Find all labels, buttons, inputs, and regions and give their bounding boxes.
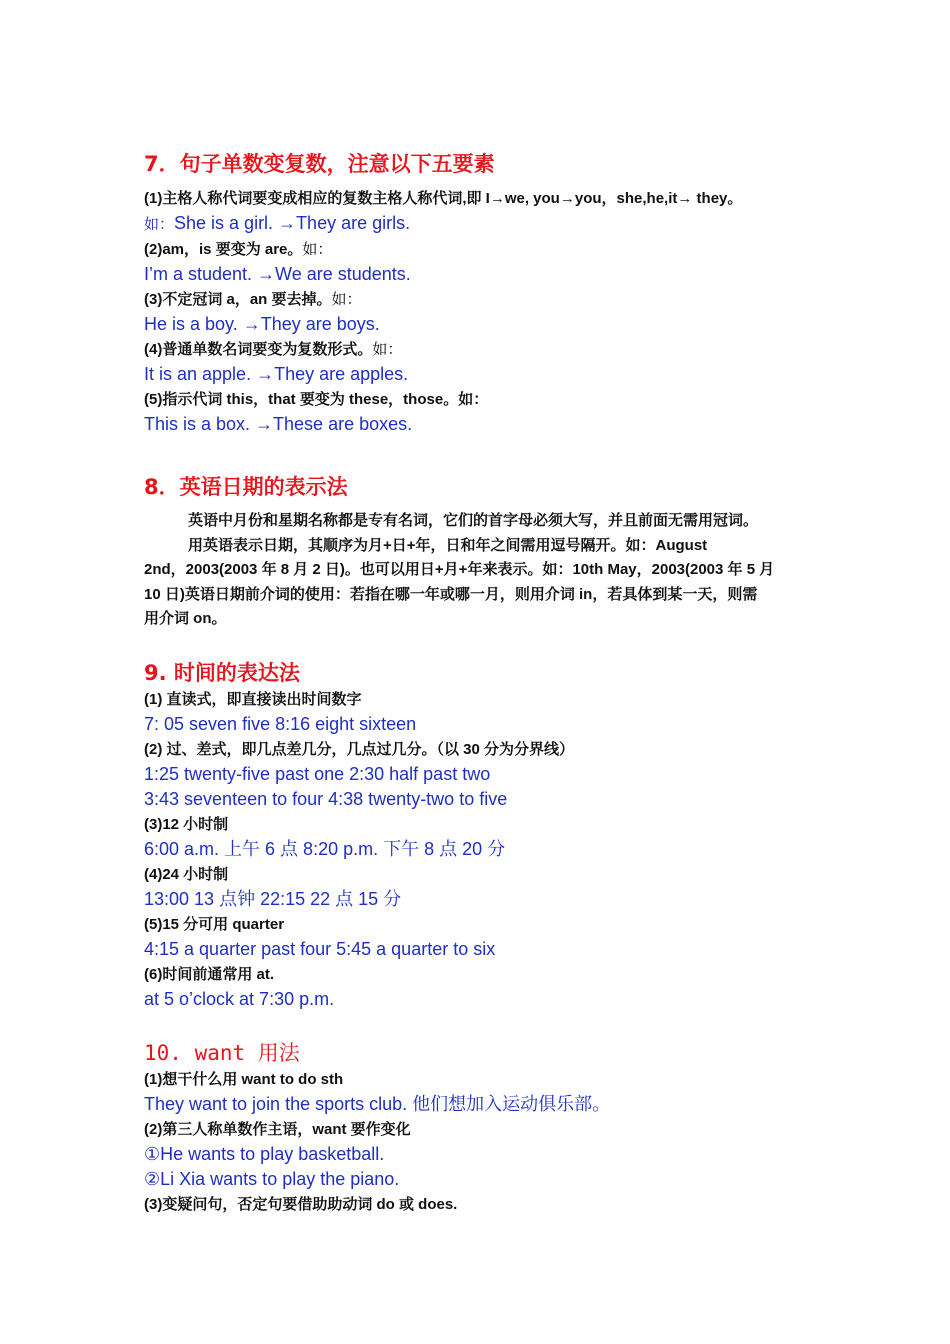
example-7-5: This is a box. →These are boxes. — [144, 414, 413, 434]
rule-7-3 — [144, 287, 824, 312]
rule-9-2: (2) 过、差式，即几点差几分，几点过几分。（以 30 分为分界线） — [144, 740, 575, 758]
example-7-3: He is a boy. →They are boys. — [144, 314, 380, 334]
section-8-title: 8．英语日期的表示法 — [144, 475, 348, 499]
rule-7-1: (1)主格人称代词要变成相应的复数主格人称代词,即 I→we, you→you，she,he,it→ they。 — [144, 190, 743, 207]
paragraph-8-line-5: 用介词 on。 — [144, 610, 227, 628]
rule-7-2 — [144, 237, 824, 262]
section-9-title: 9. 时间的表达法 — [144, 660, 300, 685]
paragraph-8-line-1: 英语中月份和星期名称都是专有名词，它们的首字母必须大写，并且前面无需用冠词。 — [188, 512, 759, 529]
example-7-2: I’m a student. →We are students. — [144, 264, 411, 284]
example-9-3: 6:00 a.m. 上午 6 点 8:20 p.m. 下午 8 点 20 分 — [144, 838, 506, 859]
section-10-title: 10. want 用法 — [144, 1040, 300, 1065]
example-10-2a: ①He wants to play basketball. — [144, 1143, 385, 1164]
rule-9-6: (6)时间前通常用 at. — [144, 965, 275, 983]
example-9-6: at 5 o’clock at 7:30 p.m. — [144, 988, 335, 1009]
rule-7-4 — [144, 337, 824, 362]
example-7-1 — [144, 211, 824, 237]
rule-suffix: 如： — [302, 241, 333, 258]
example-9-2a: 1:25 twenty-five past one 2:30 half past two — [144, 763, 491, 784]
rule-10-2: (2)第三人称单数作主语，want 要作变化 — [144, 1120, 411, 1138]
rule-suffix: 如： — [331, 291, 362, 308]
example-9-4: 13:00 13 点钟 22:15 22 点 15 分 — [144, 888, 402, 909]
rule-text: (4)普通单数名词要变为复数形式。 — [144, 341, 373, 358]
rule-9-1: (1) 直读式，即直接读出时间数字 — [144, 690, 362, 708]
example-9-5: 4:15 a quarter past four 5:45 a quarter to six — [144, 938, 496, 959]
paragraph-8-line-4: 10 日)英语日期前介词的使用：若指在哪一年或哪一月，则用介词 in，若具体到某一天，则需 — [144, 585, 758, 603]
example-9-1: 7: 05 seven five 8:16 eight sixteen — [144, 713, 417, 734]
paragraph-8-line-3: 2nd，2003(2003 年 8 月 2 日)。也可以用日+月+年来表示。如：10th May，2003(2003 年 5 月 — [144, 561, 775, 579]
rule-7-5: (5)指示代词 this，that 要变为 these，those。如： — [144, 391, 489, 408]
example-9-2b: 3:43 seventeen to four 4:38 twenty-two to five — [144, 788, 508, 809]
example-10-2b: ②Li Xia wants to play the piano. — [144, 1168, 400, 1189]
rule-9-3: (3)12 小时制 — [144, 815, 229, 833]
rule-10-1: (1)想干什么用 want to do sth — [144, 1070, 344, 1088]
section-7-title: 7．句子单数变复数，注意以下五要素 — [144, 152, 495, 176]
rule-10-3: (3)变疑问句，否定句要借助助动词 do 或 does. — [144, 1195, 458, 1213]
rule-text: (3)不定冠词 a，an 要去掉。 — [144, 291, 332, 308]
example-10-1: They want to join the sports club. 他们想加入运动俱乐部。 — [144, 1093, 611, 1114]
example-7-4: It is an apple. →They are apples. — [144, 364, 409, 384]
rule-9-5: (5)15 分可用 quarter — [144, 915, 285, 933]
rule-text: (2)am，is 要变为 are。 — [144, 241, 303, 258]
rule-suffix: 如： — [372, 341, 403, 358]
paragraph-8-line-2: 用英语表示日期，其顺序为月+日+年，日和年之间需用逗号隔开。如：August — [188, 536, 708, 554]
rule-9-4: (4)24 小时制 — [144, 865, 229, 883]
example-text: She is a girl. →They are girls. — [174, 213, 411, 233]
document-page — [144, 150, 824, 1217]
example-prefix: 如： — [144, 216, 175, 233]
